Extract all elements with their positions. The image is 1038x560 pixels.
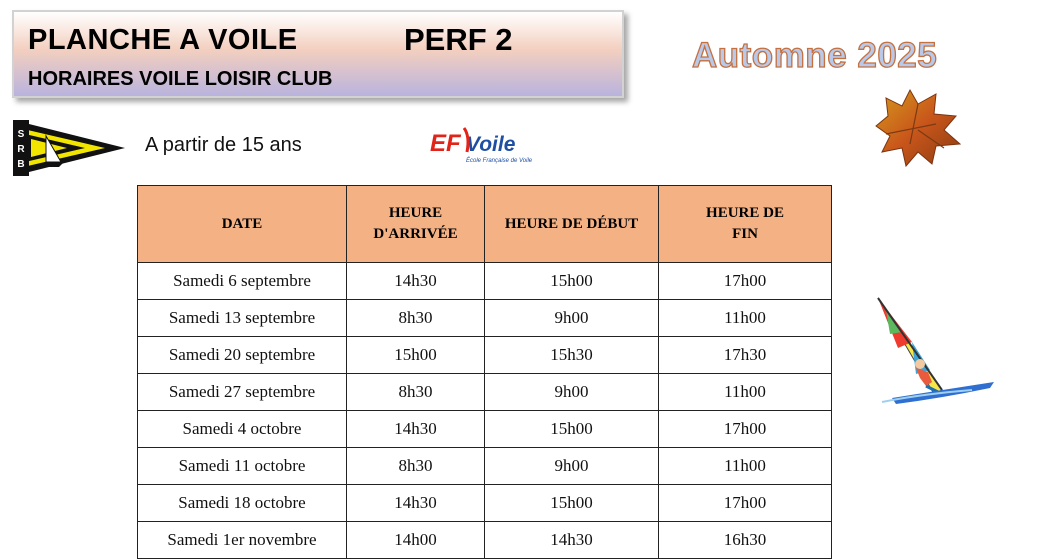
header-start: HEURE DE DÉBUT — [485, 186, 659, 263]
table-row — [138, 263, 832, 300]
table-row — [138, 374, 832, 411]
cell-date: Samedi 1er novembre — [138, 522, 347, 559]
pennant-letter: S — [17, 129, 25, 140]
cell-arrival: 14h30 — [347, 485, 485, 522]
cell-start: 15h00 — [485, 411, 659, 448]
cell-start: 15h00 — [485, 263, 659, 300]
cell-start: 9h00 — [485, 448, 659, 485]
table-row — [138, 411, 832, 448]
cell-end: 11h00 — [659, 374, 832, 411]
cell-end: 11h00 — [659, 448, 832, 485]
efvoile-logo — [430, 122, 542, 166]
cell-arrival: 8h30 — [347, 300, 485, 337]
title-banner — [12, 10, 624, 98]
header-date: DATE — [138, 186, 347, 263]
cell-start: 15h30 — [485, 337, 659, 374]
cell-start: 9h00 — [485, 374, 659, 411]
cell-arrival: 8h30 — [347, 374, 485, 411]
efvoile-ef-text: EF — [430, 130, 461, 157]
club-pennant-logo — [13, 120, 125, 176]
cell-arrival: 14h30 — [347, 411, 485, 448]
cell-arrival: 14h00 — [347, 522, 485, 559]
header-end: HEURE DE FIN — [659, 186, 832, 263]
table-row — [138, 522, 832, 559]
cell-date: Samedi 11 octobre — [138, 448, 347, 485]
cell-end: 17h00 — [659, 263, 832, 300]
cell-date: Samedi 4 octobre — [138, 411, 347, 448]
table-header-row — [138, 186, 832, 263]
table-row — [138, 485, 832, 522]
cell-arrival: 14h30 — [347, 263, 485, 300]
cell-start: 14h30 — [485, 522, 659, 559]
efvoile-tagline: École Française de Voile — [466, 158, 533, 164]
autumn-leaf-icon — [866, 86, 964, 170]
age-requirement: A partir de 15 ans — [145, 134, 302, 156]
table-row — [138, 337, 832, 374]
cell-start: 15h00 — [485, 485, 659, 522]
cell-date: Samedi 18 octobre — [138, 485, 347, 522]
cell-end: 17h30 — [659, 337, 832, 374]
table-row — [138, 448, 832, 485]
cell-date: Samedi 27 septembre — [138, 374, 347, 411]
header-arrival: HEURE D'ARRIVÉE — [347, 186, 485, 263]
cell-date: Samedi 13 septembre — [138, 300, 347, 337]
title-level: PERF 2 — [404, 22, 513, 57]
cell-start: 9h00 — [485, 300, 659, 337]
title-subtitle: HORAIRES VOILE LOISIR CLUB — [28, 68, 333, 90]
cell-date: Samedi 20 septembre — [138, 337, 347, 374]
season-title: Automne 2025 — [692, 36, 938, 75]
schedule-table — [137, 185, 832, 559]
cell-end: 17h00 — [659, 411, 832, 448]
pennant-letter: R — [17, 144, 25, 155]
cell-end: 11h00 — [659, 300, 832, 337]
table-row — [138, 300, 832, 337]
cell-arrival: 15h00 — [347, 337, 485, 374]
title-activity: PLANCHE A VOILE — [28, 24, 298, 56]
cell-arrival: 8h30 — [347, 448, 485, 485]
pennant-letter: B — [17, 159, 25, 170]
efvoile-voile-text: Voile — [466, 133, 516, 156]
windsurfer-illustration — [872, 294, 996, 406]
cell-end: 17h00 — [659, 485, 832, 522]
cell-end: 16h30 — [659, 522, 832, 559]
cell-date: Samedi 6 septembre — [138, 263, 347, 300]
